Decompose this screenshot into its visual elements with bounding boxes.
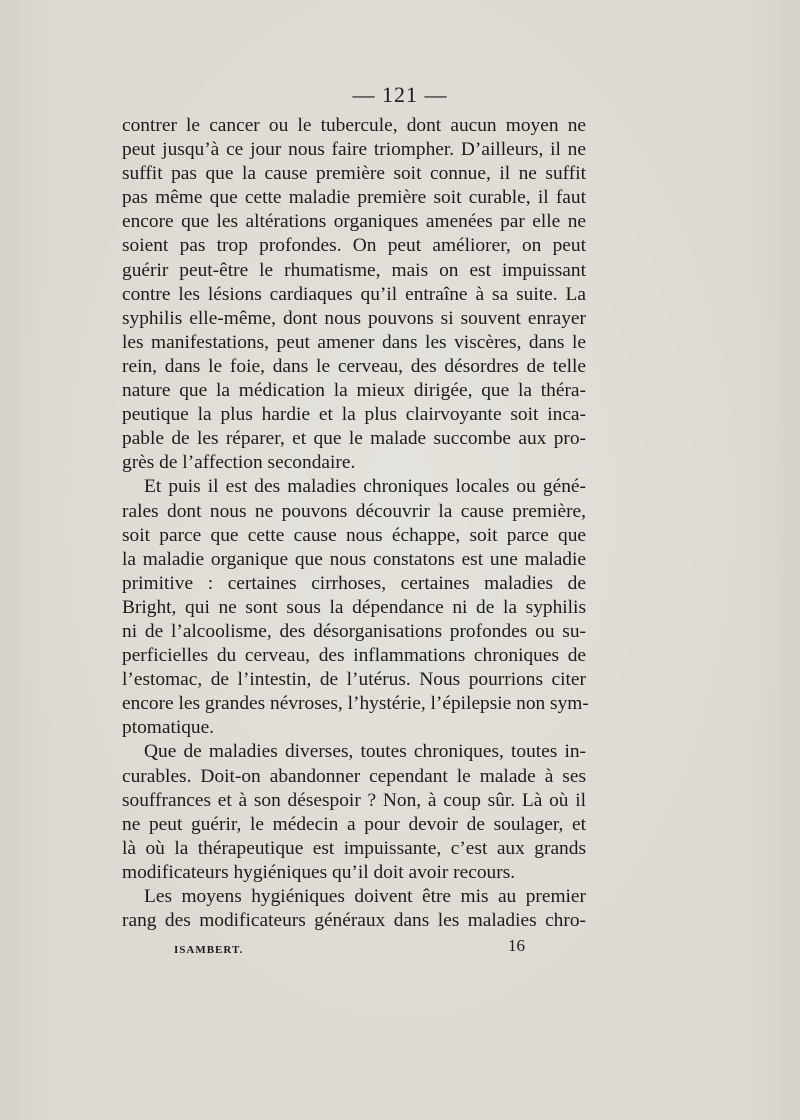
page-number-header: — 121 — [352,82,448,107]
text-line: pas même que cette maladie première soit curable, il faut [122,187,586,209]
text-line: peutique la plus hardie et la plus clairvoyante soit inca- [122,404,586,426]
text-line: syphilis elle-même, dont nous pouvons si souvent enrayer [122,307,586,329]
text-line: grès de l’affection secondaire. [122,452,356,474]
text-line: encore les grandes névroses, l’hystérie, l’épilepsie non sym- [122,693,589,715]
text-line: contre les lésions cardiaques qu’il entraîne à sa suite. La [122,283,586,305]
text-line: souffrances et à son désespoir ? Non, à coup sûr. Là où il [122,789,586,811]
text-line: Et puis il est des maladies chroniques locales ou géné- [144,476,586,498]
text-line: contrer le cancer ou le tubercule, dont aucun moyen ne [122,115,586,136]
text-line: Bright, qui ne sont sous la dépendance ni de la syphilis [122,596,586,618]
text-line: l’estomac, de l’intestin, de l’utérus. Nous pourrions citer [122,669,586,691]
text-line: nature que la médication la mieux dirigée, que la théra- [122,380,586,402]
text-line: peut jusqu’à ce jour nous faire triompher. D’ailleurs, il ne [122,139,586,161]
text-line: modificateurs hygiéniques qu’il doit avoir recours. [122,861,516,883]
printer-signature: ISAMBERT. [174,944,244,956]
text-line: curables. Doit-on abandonner cependant le malade à ses [122,765,586,787]
text-line: rales dont nous ne pouvons découvrir la cause première, [122,500,586,522]
text-line: les manifestations, peut amener dans les viscères, dans le [122,331,586,353]
text-line: ptomatique. [122,717,215,739]
text-line: guérir peut-être le rhumatisme, mais on est impuissant [122,259,586,281]
text-line: soient pas trop profondes. On peut améliorer, on peut [122,235,586,257]
text-line: là où la thérapeutique est impuissante, c’est aux grands [122,837,586,859]
text-line: Les moyens hygiéniques doivent être mis au premier [144,886,586,907]
text-line: primitive : certaines cirrhoses, certaines maladies de [122,572,586,594]
text-line: encore que les altérations organiques amenées par elle ne [122,211,586,233]
page-body-text [122,114,589,933]
text-line: rang des modificateurs généraux dans les maladies chro- [122,910,586,932]
text-line: pable de les réparer, et que le malade succombe aux pro- [122,428,586,450]
text-line: ni de l’alcoolisme, des désorganisations profondes ou su- [122,620,586,642]
text-line: rein, dans le foie, dans le cerveau, des désordres de telle [122,355,586,377]
sheet-number: 16 [508,936,525,955]
text-line: ne peut guérir, le médecin a pour devoir de soulager, et [122,813,586,835]
text-line: perficielles du cerveau, des inflammations chroniques de [122,645,586,667]
text-line: soit parce que cette cause nous échappe, soit parce que [122,524,586,546]
text-line: la maladie organique que nous constatons est une maladie [122,548,586,570]
text-line: Que de maladies diverses, toutes chroniques, toutes in- [144,741,586,763]
page-footer [174,936,544,962]
text-line: suffit pas que la cause première soit connue, il ne suffit [122,163,586,185]
